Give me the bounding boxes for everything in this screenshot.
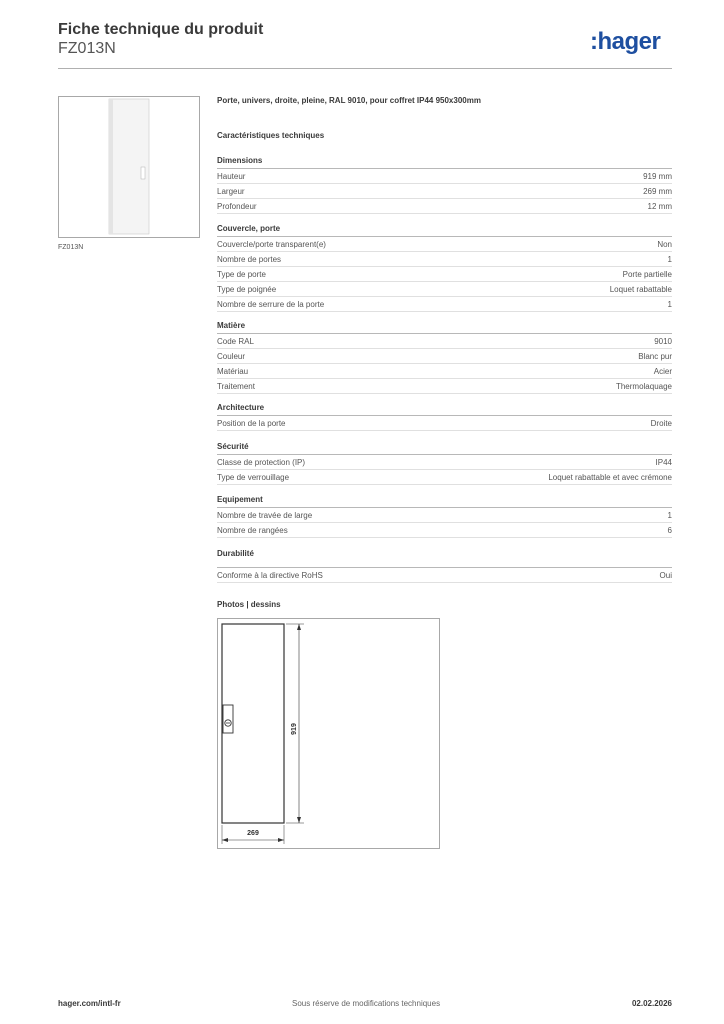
spec-label: Nombre de serrure de la porte [217,299,325,309]
hager-logo: :hager [590,28,661,55]
spec-row [217,199,672,214]
spec-label: Traitement [217,381,255,391]
spec-value: 269 mm [643,186,672,196]
spec-row [217,379,672,394]
page-title: Fiche technique du produit [58,21,264,38]
spec-label: Nombre de travée de large [217,510,313,520]
spec-label: Nombre de rangées [217,525,288,535]
footer-website[interactable]: hager.com/intl-fr [58,999,121,1008]
spec-row [217,470,672,485]
spec-label: Couleur [217,351,246,361]
spec-row [217,282,672,297]
spec-row [217,184,672,199]
spec-label: Nombre de portes [217,254,282,264]
width-dim-label: 269 [247,830,259,837]
spec-label: Hauteur [217,171,246,181]
spec-row [217,169,672,184]
header-divider [58,68,672,69]
section-durabilite [217,547,672,583]
product-description: Porte, univers, droite, pleine, RAL 9010, pour coffret IP44 950x300mm [217,96,481,105]
spec-label: Couvercle/porte transparent(e) [217,239,326,249]
spec-row [217,523,672,538]
spec-value: 1 [667,510,672,520]
section-architecture [217,401,672,431]
spec-label: Type de verrouillage [217,472,290,482]
spec-value: Non [657,239,672,249]
spec-label: Position de la porte [217,418,286,428]
image-caption: FZ013N [58,244,84,251]
spec-row [217,349,672,364]
section-equipement [217,493,672,538]
spec-value: 6 [667,525,672,535]
section-dimensions [217,154,672,214]
spec-row [217,237,672,252]
photos-title: Photos | dessins [217,600,281,609]
spec-value: 919 mm [643,171,672,181]
spec-label: Largeur [217,186,245,196]
spec-label: Conforme à la directive RoHS [217,570,323,580]
section-title: Equipement [217,493,672,508]
spec-row [217,455,672,470]
spec-label: Classe de protection (IP) [217,457,306,467]
spec-value: IP44 [655,457,672,467]
characteristics-title: Caractéristiques techniques [217,131,325,140]
spec-value: 1 [667,254,672,264]
section-matiere [217,319,672,394]
section-title: Matière [217,319,672,334]
spec-row [217,364,672,379]
spec-value: 9010 [654,336,672,346]
spec-row [217,297,672,312]
spec-label: Matériau [217,366,249,376]
section-title: Dimensions [217,154,672,169]
section-title: Couvercle, porte [217,222,672,237]
product-image [58,96,200,238]
spec-label: Profondeur [217,201,257,211]
spec-row [217,334,672,349]
section-title: Sécurité [217,440,672,455]
spec-row [217,568,672,583]
section-securite [217,440,672,485]
spec-label: Code RAL [217,336,254,346]
spec-value: Blanc pur [638,351,672,361]
spec-row [217,416,672,431]
footer-date: 02.02.2026 [631,999,672,1008]
section-couvercle [217,222,672,312]
section-title: Durabilité [217,547,672,568]
spec-label: Type de poignée [217,284,277,294]
spec-label: Type de porte [217,269,266,279]
technical-drawing [217,618,440,849]
spec-value: Acier [653,366,672,376]
spec-value: 1 [667,299,672,309]
spec-value: Droite [650,418,672,428]
footer-notice: Sous réserve de modifications techniques [292,999,441,1008]
spec-row [217,267,672,282]
spec-value: Loquet rabattable et avec crémone [548,472,672,482]
product-code: FZ013N [58,40,116,57]
lock-outline [223,705,233,733]
section-title: Architecture [217,401,672,416]
spec-value: Porte partielle [622,269,672,279]
spec-row [217,508,672,523]
spec-value: Oui [659,570,672,580]
height-dim-label: 919 [291,723,298,735]
spec-value: 12 mm [647,201,672,211]
spec-value: Thermolaquage [615,381,672,391]
spec-row [217,252,672,267]
spec-value: Loquet rabattable [609,284,672,294]
